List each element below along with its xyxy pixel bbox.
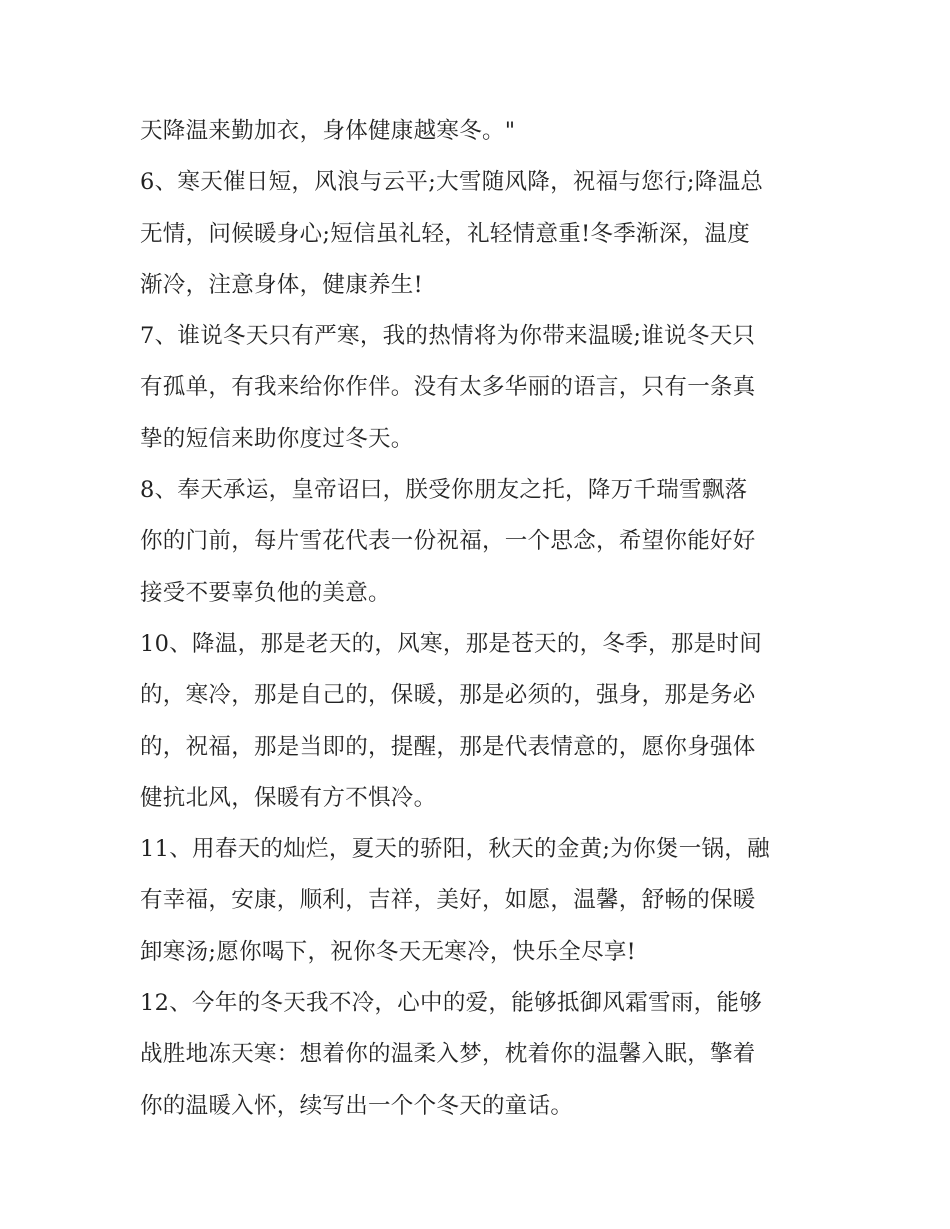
text-line: 战胜地冻天寒：想着你的温柔入梦，枕着你的温馨入眠，擎着 — [140, 1041, 756, 1068]
paragraph-item-12 — [140, 978, 815, 1132]
paragraph-item-8 — [140, 465, 815, 619]
text-line: 10、降温，那是老天的，风寒，那是苍天的，冬季，那是时间 — [140, 630, 763, 657]
text-line: 健抗北风，保暖有方不惧冷。 — [140, 784, 437, 811]
text-line: 11、用春天的灿烂，夏天的骄阳，秋天的金黄;为你煲一锅，融 — [140, 836, 770, 863]
text-line: 12、今年的冬天我不冷，心中的爱，能够抵御风霜雪雨，能够 — [140, 990, 763, 1017]
text-line: 的，寒冷，那是自己的，保暖，那是必须的，强身，那是务必 — [140, 682, 756, 709]
document-body — [140, 106, 815, 1132]
text-line: 接受不要辜负他的美意。 — [140, 579, 391, 606]
text-line: 渐冷，注意身体，健康养生! — [140, 271, 423, 298]
text-line: 天降温来勤加衣，身体健康越寒冬。" — [140, 118, 516, 144]
text-line: 7、谁说冬天只有严寒，我的热情将为你带来温暖;谁说冬天只 — [140, 323, 756, 350]
text-line: 你的温暖入怀，续写出一个个冬天的童话。 — [140, 1092, 574, 1119]
paragraph-continuation — [140, 106, 815, 157]
paragraph-item-11 — [140, 824, 815, 978]
text-line: 8、奉天承运，皇帝诏曰，朕受你朋友之托，降万千瑞雪飘落 — [140, 477, 748, 504]
text-line: 的，祝福，那是当即的，提醒，那是代表情意的，愿你身强体 — [140, 733, 756, 760]
text-line: 6、寒天催日短，风浪与云平;大雪随风降，祝福与您行;降温总 — [140, 169, 764, 196]
text-line: 有幸福，安康，顺利，吉祥，美好，如愿，温馨，舒畅的保暖 — [140, 887, 756, 914]
paragraph-item-7 — [140, 311, 815, 465]
paragraph-item-10 — [140, 619, 815, 824]
text-line: 挚的短信来助你度过冬天。 — [140, 425, 414, 452]
text-line: 无情，问候暖身心;短信虽礼轻，礼轻情意重!冬季渐深，温度 — [140, 220, 751, 247]
text-line: 有孤单，有我来给你作伴。没有太多华丽的语言，只有一条真 — [140, 374, 756, 401]
paragraph-item-6 — [140, 157, 815, 311]
text-line: 你的门前，每片雪花代表一份祝福，一个思念，希望你能好好 — [140, 528, 756, 555]
text-line: 卸寒汤;愿你喝下，祝你冬天无寒冷，快乐全尽享! — [140, 938, 637, 965]
